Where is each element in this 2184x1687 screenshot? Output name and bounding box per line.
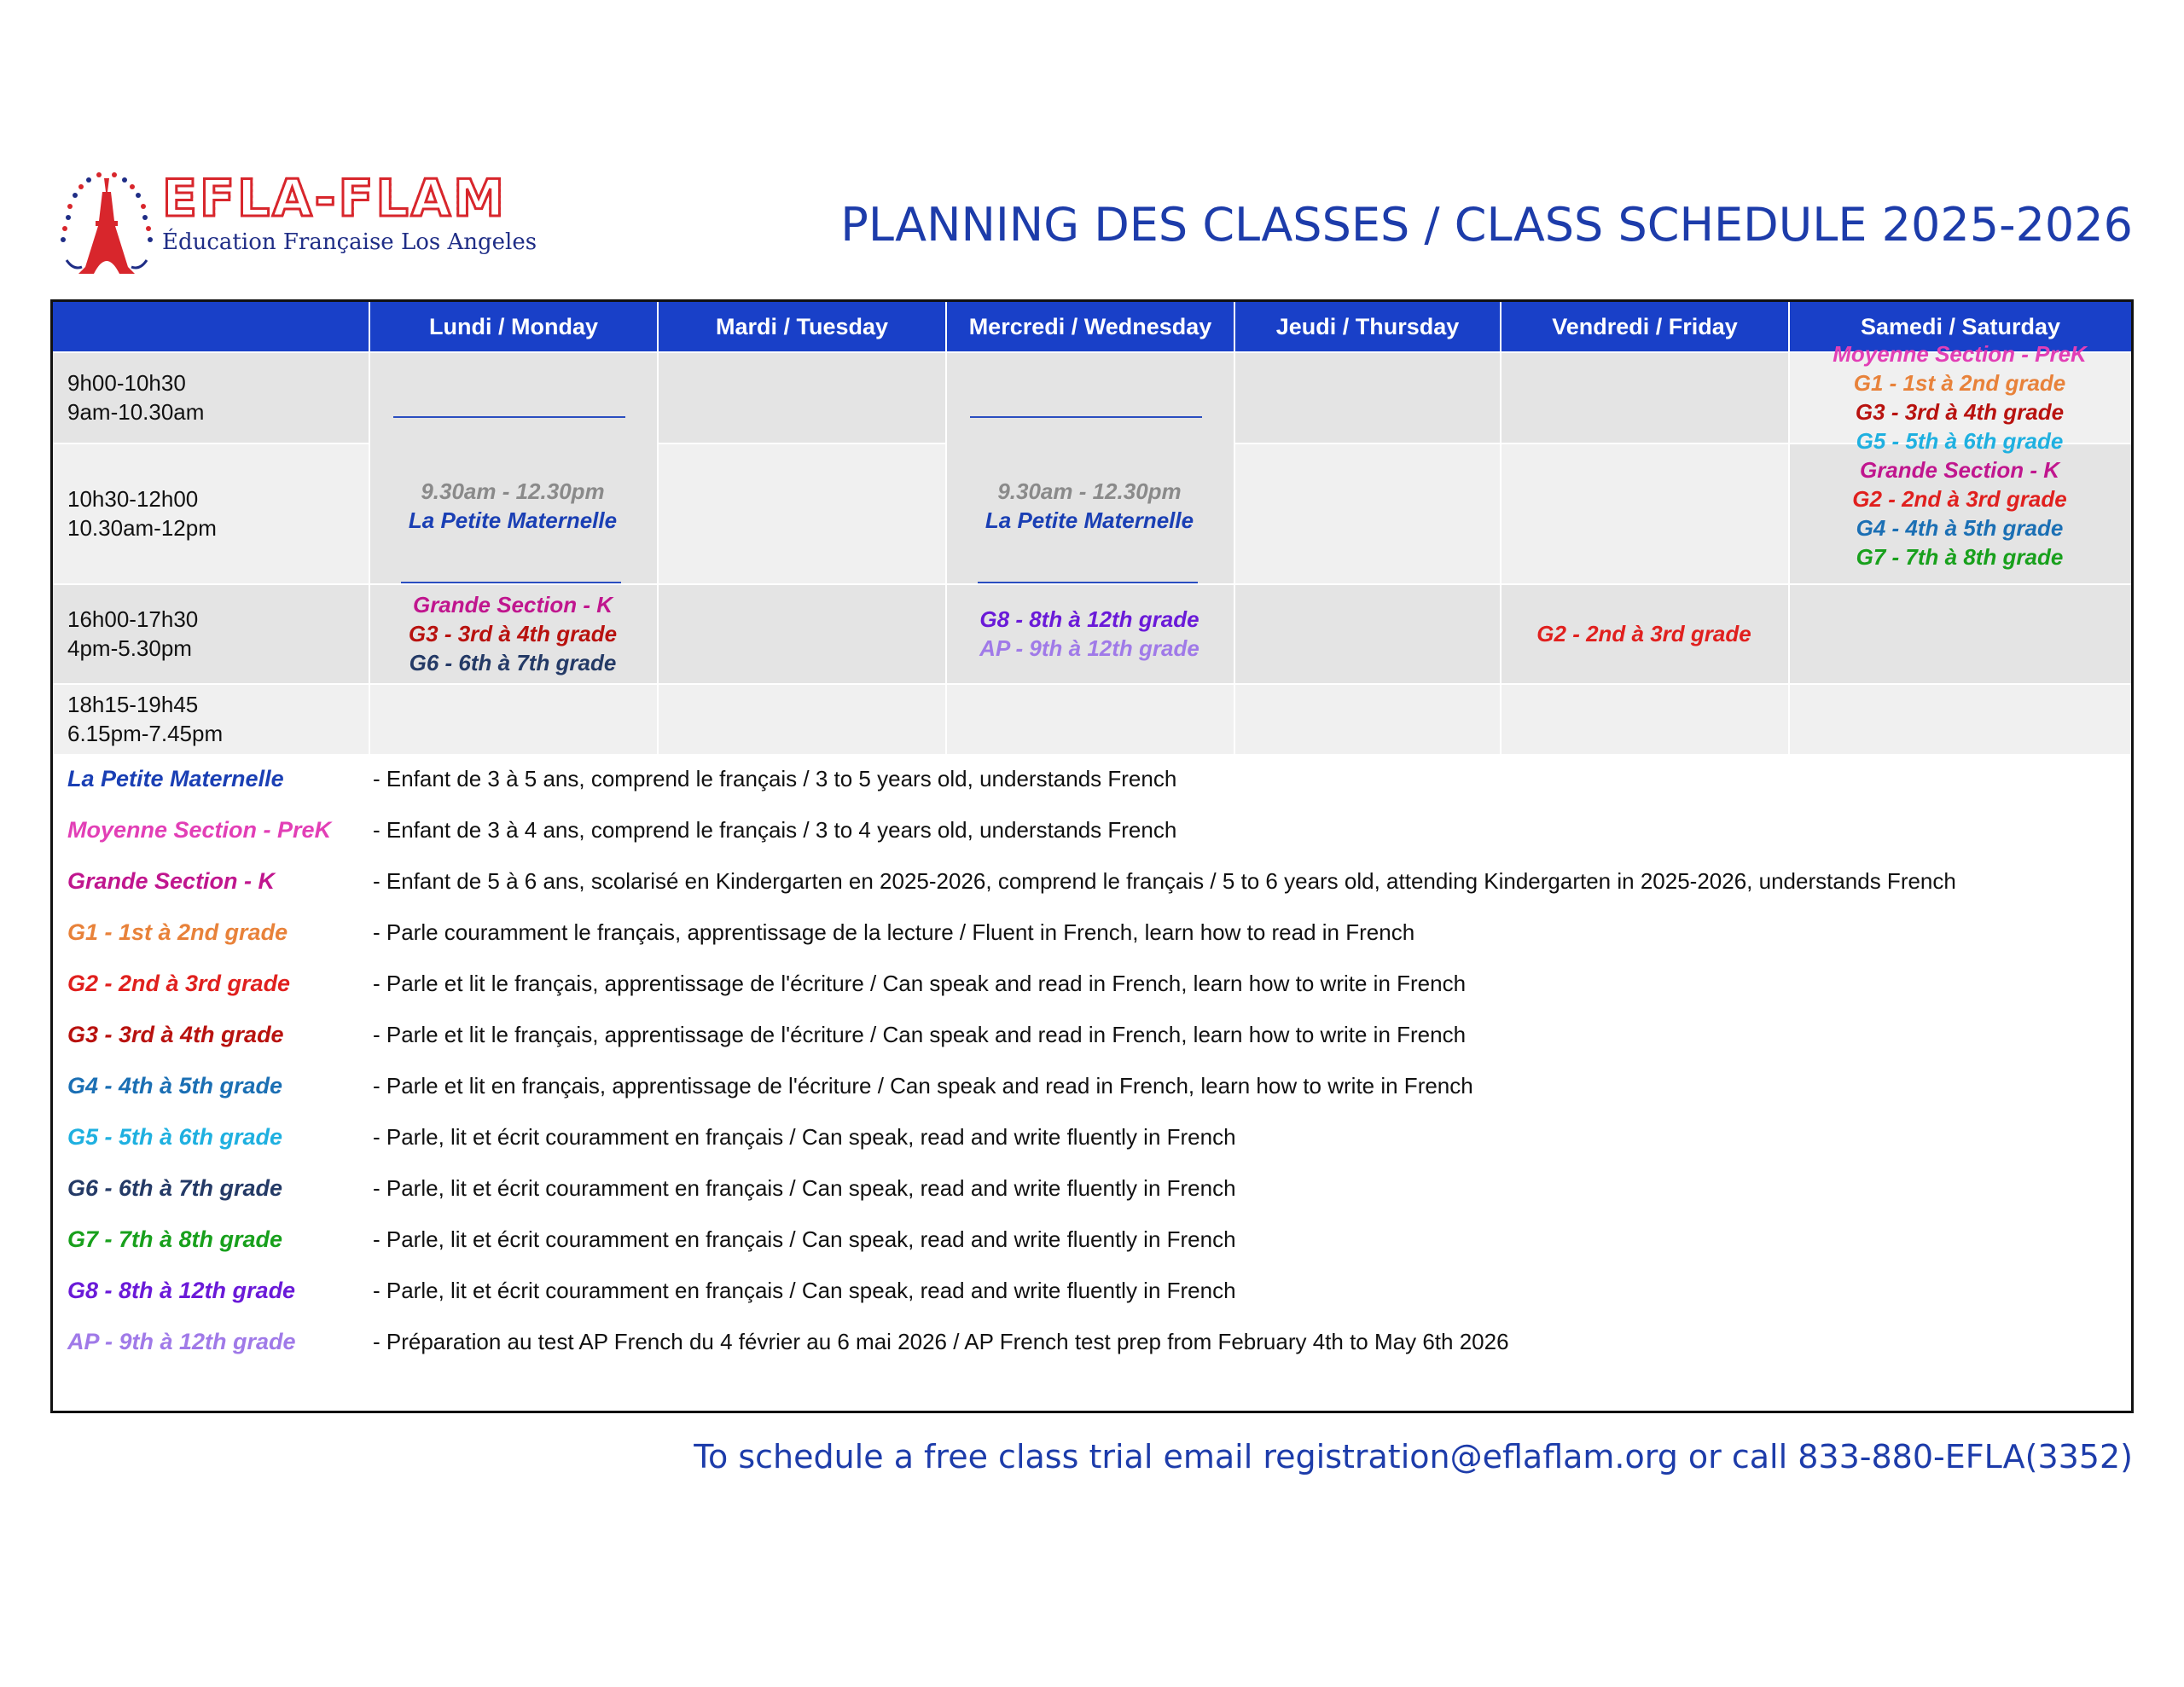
legend-description: - Préparation au test AP French du 4 février au 6 mai 2026 / AP French test prep from February 4th to May 6th 2026 [373,1329,1509,1354]
time-fr: 10h30-12h00 [67,485,199,512]
legend-row [53,919,2131,971]
legend-row [53,1175,2131,1226]
legend-row [53,1073,2131,1124]
class-label: Moyenne Section - PreK [1833,340,2087,367]
time-fr: 9h00-10h30 [67,369,186,396]
legend-row [53,971,2131,1022]
legend-class-name: G3 - 3rd à 4th grade [67,1022,284,1047]
legend-description: - Parle, lit et écrit couramment en français / Can speak, read and write fluently in French [373,1124,1236,1150]
empty-cell [1234,683,1500,754]
saturday-9-classes [1788,340,2131,454]
legend-row [53,868,2131,919]
timeslot-16h [53,583,367,683]
legend-description: - Parle, lit et écrit couramment en français / Can speak, read and write fluently in French [373,1175,1236,1201]
legend-class-name: G1 - 1st à 2nd grade [67,919,288,945]
time-en: 4pm-5.30pm [67,635,192,661]
header-tuesday: Mardi / Tuesday [657,302,945,351]
legend-class-name: G2 - 2nd à 3rd grade [67,971,291,996]
header-monday: Lundi / Monday [369,302,657,351]
timeslot-9h [53,351,367,443]
legend-class-name: G5 - 5th à 6th grade [67,1124,283,1150]
header-wednesday: Mercredi / Wednesday [945,302,1234,351]
legend-class-name: G4 - 4th à 5th grade [67,1073,283,1099]
class-label: G8 - 8th à 12th grade [979,606,1199,632]
empty-cell [1500,443,1788,583]
legend-class-name: G8 - 8th à 12th grade [67,1278,296,1303]
legend-description: - Parle couramment le français, apprentissage de la lecture / Fluent in French, learn how to read in French [373,919,1415,945]
class-label: La Petite Maternelle [408,507,618,533]
empty-cell [1500,351,1788,443]
empty-cell [657,583,945,683]
empty-cell [1788,583,2131,683]
legend-description: - Enfant de 3 à 4 ans, comprend le français / 3 to 4 years old, understands French [373,817,1177,843]
eiffel-tower-icon [51,166,162,286]
header-friday: Vendredi / Friday [1500,302,1788,351]
legend-class-name: AP - 9th à 12th grade [67,1329,296,1354]
empty-cell [1234,583,1500,683]
schedule-table [50,299,2134,1413]
divider-line [970,416,1202,418]
empty-cell [1788,683,2131,754]
session-time: 9.30am - 12.30pm [421,478,605,504]
legend-row [53,1022,2131,1073]
legend-description: - Parle et lit en français, apprentissage de l'écriture / Can speak and read in French, learn how to write in French [373,1073,1473,1099]
empty-cell [1234,443,1500,583]
monday-16-classes [369,583,657,683]
header-corner [53,302,369,351]
logo [51,166,546,286]
legend-class-name: Grande Section - K [67,868,276,894]
logo-subtitle: Éducation Française Los Angeles [162,229,537,255]
empty-cell [657,443,945,583]
legend-description: - Parle et lit le français, apprentissage de l'écriture / Can speak and read in French, learn how to write in French [373,971,1467,996]
legend-row [53,1226,2131,1278]
friday-16-classes [1500,583,1788,683]
legend-class-name: G7 - 7th à 8th grade [67,1226,283,1252]
empty-cell [369,683,657,754]
time-en: 9am-10.30am [67,398,205,425]
time-en: 10.30am-12pm [67,514,217,541]
saturday-1030-classes [1788,443,2131,583]
wednesday-morning-content [945,351,1234,583]
class-label: Grande Section - K [1859,456,2060,483]
timeslot-18h15 [53,683,367,754]
legend-row [53,1124,2131,1175]
footer-contact: To schedule a free class trial email registration@eflaflam.org or call 833-880-EFLA(3352) [694,1438,2133,1475]
session-time: 9.30am - 12.30pm [997,478,1182,504]
header-saturday: Samedi / Saturday [1788,302,2131,351]
class-label: G3 - 3rd à 4th grade [1855,398,2065,425]
legend-class-name: La Petite Maternelle [67,766,284,791]
empty-cell [945,683,1234,754]
monday-morning-content [369,351,657,583]
legend-row [53,1329,2131,1380]
page-title: PLANNING DES CLASSES / CLASS SCHEDULE 2025-2026 [840,198,2133,252]
class-label: Grande Section - K [412,591,613,617]
class-label: G4 - 4th à 5th grade [1856,514,2064,541]
empty-cell [1234,351,1500,443]
time-fr: 16h00-17h30 [67,606,199,632]
class-label: AP - 9th à 12th grade [979,635,1199,661]
logo-name: EFLA-FLAM [162,171,537,226]
empty-cell [1500,683,1788,754]
legend-row [53,817,2131,868]
timeslot-10h30 [53,443,367,583]
class-label: G5 - 5th à 6th grade [1856,427,2064,454]
class-label: G1 - 1st à 2nd grade [1853,369,2066,396]
time-en: 6.15pm-7.45pm [67,720,224,746]
legend-row [53,766,2131,817]
class-label: G6 - 6th à 7th grade [409,649,617,675]
class-label: G7 - 7th à 8th grade [1856,543,2064,570]
wednesday-16-classes [945,583,1234,683]
legend-description: - Parle, lit et écrit couramment en français / Can speak, read and write fluently in French [373,1226,1236,1252]
legend-description: - Enfant de 3 à 5 ans, comprend le français / 3 to 5 years old, understands French [373,766,1177,791]
time-fr: 18h15-19h45 [67,691,199,717]
class-label: G3 - 3rd à 4th grade [408,620,618,646]
class-label: G2 - 2nd à 3rd grade [1852,485,2067,512]
legend-row [53,1278,2131,1329]
empty-cell [657,351,945,443]
class-label: La Petite Maternelle [985,507,1194,533]
divider-line [393,416,625,418]
header-thursday: Jeudi / Thursday [1234,302,1500,351]
legend-class-name: G6 - 6th à 7th grade [67,1175,283,1201]
legend-description: - Parle, lit et écrit couramment en français / Can speak, read and write fluently in French [373,1278,1236,1303]
legend-description: - Enfant de 5 à 6 ans, scolarisé en Kindergarten en 2025-2026, comprend le français / 5 to 6 years old, attending Kindergarten in 2025-2026, understands French [373,868,1956,894]
legend-description: - Parle et lit le français, apprentissage de l'écriture / Can speak and read in French, learn how to write in French [373,1022,1467,1047]
empty-cell [657,683,945,754]
legend-class-name: Moyenne Section - PreK [67,817,332,843]
class-label: G2 - 2nd à 3rd grade [1536,620,1751,646]
